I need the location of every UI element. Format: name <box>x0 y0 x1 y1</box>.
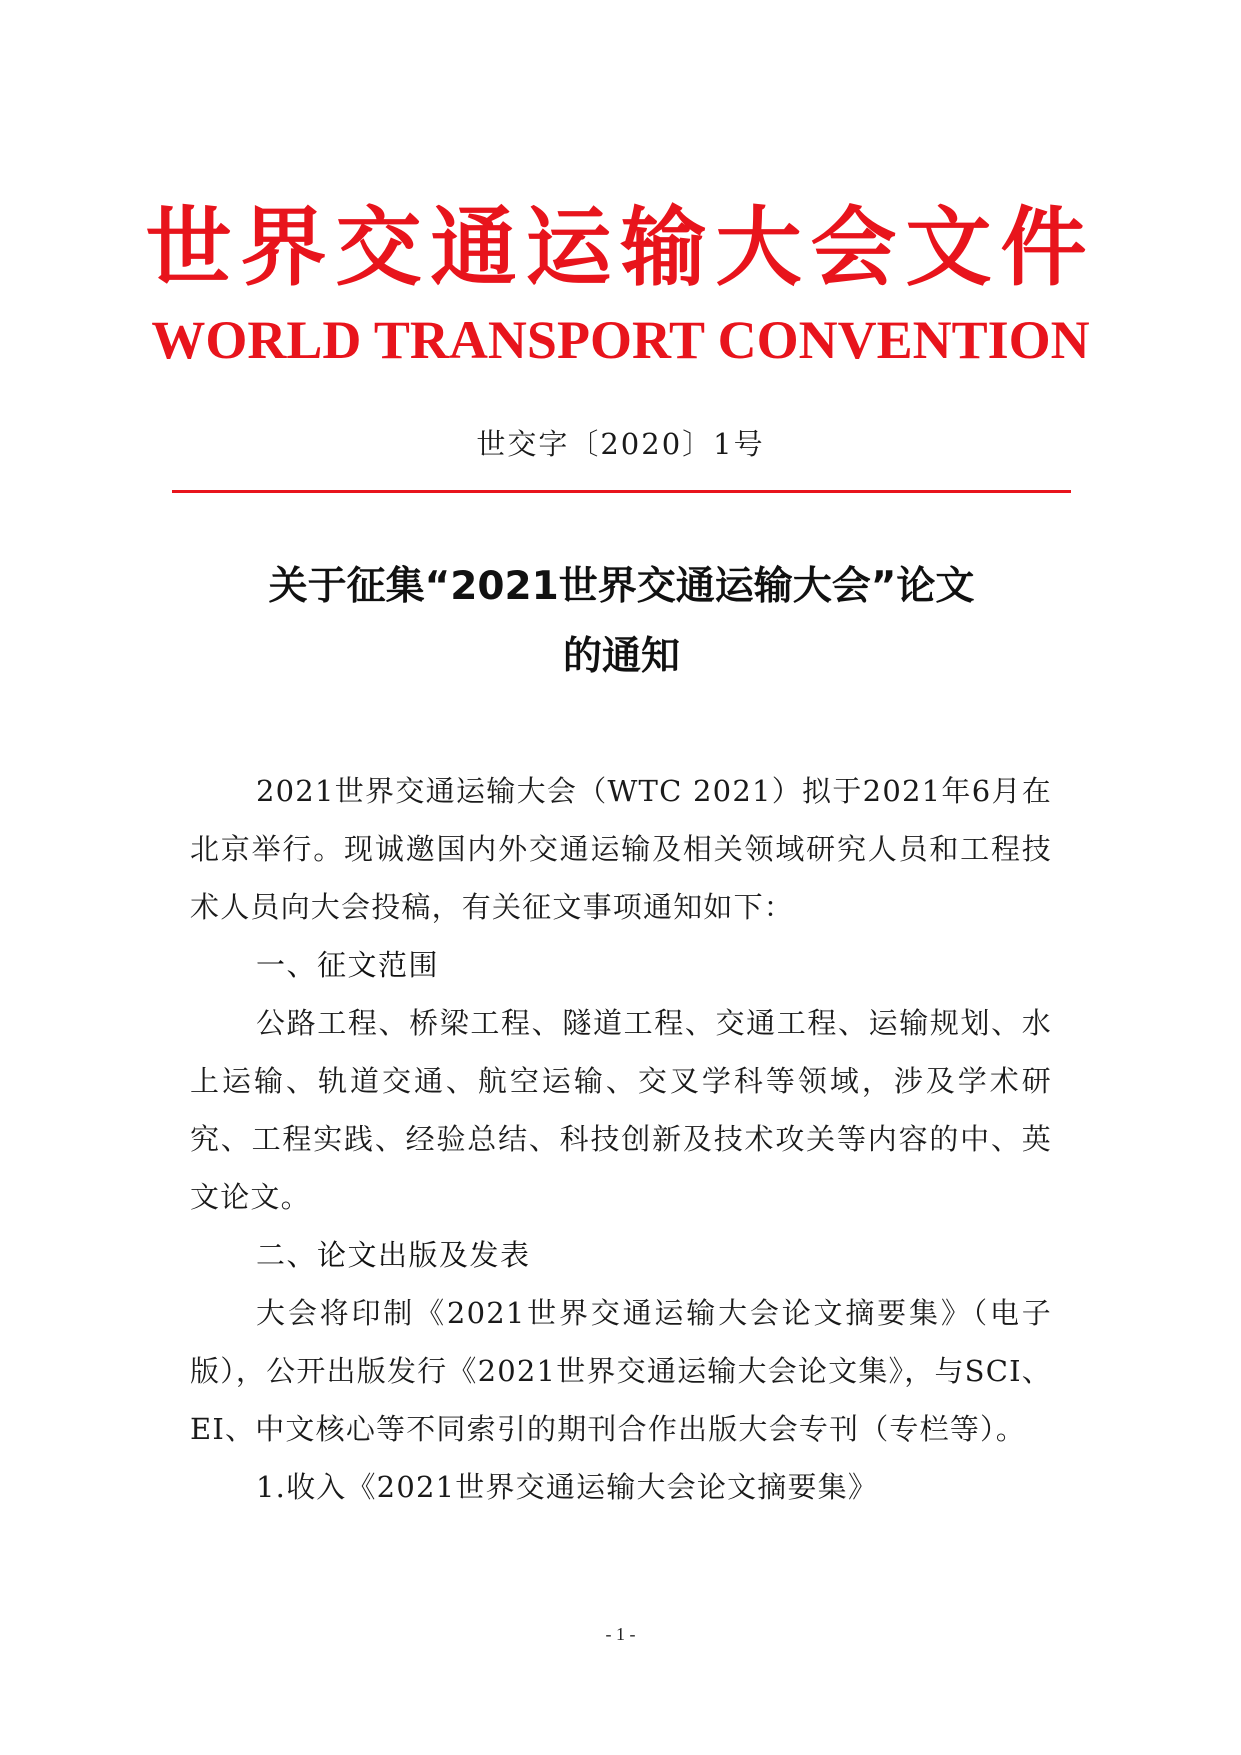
section-heading-scope: 一、征文范围 <box>256 948 440 982</box>
scope-paragraph: 公路工程、桥梁工程、隧道工程、交通工程、运输规划、水上运输、轨道交通、航空运输、交叉学科等领域，涉及学术研究、工程实践、经验总结、科技创新及技术攻关等内容的中、英文论文。 <box>190 1006 1052 1214</box>
page-number: - 1 - <box>605 1624 636 1644</box>
section-heading-publication: 二、论文出版及发表 <box>256 1238 531 1272</box>
notice-title <box>172 552 1071 692</box>
notice-title-line-1: 关于征集“2021世界交通运输大会”论文 <box>268 564 975 609</box>
item-1-paragraph: 1.收入《2021世界交通运输大会论文摘要集》 <box>256 1470 879 1504</box>
notice-body <box>190 762 1052 1516</box>
publication-paragraph: 大会将印制《2021世界交通运输大会论文摘要集》（电子版），公开出版发行《2021世界交通运输大会论文集》，与SCI、EI、中文核心等不同索引的期刊合作出版大会专刊（专栏等）。 <box>190 1296 1052 1446</box>
document-number: 世交字〔2020〕1号 <box>476 427 765 461</box>
document-header-english: WORLD TRANSPORT CONVENTION <box>151 310 1090 370</box>
intro-paragraph: 2021世界交通运输大会（WTC 2021）拟于2021年6月在北京举行。现诚邀国内外交通运输及相关领域研究人员和工程技术人员向大会投稿，有关征文事项通知如下： <box>190 774 1052 924</box>
document-header-chinese: 世界交通运输大会文件 <box>145 197 1096 298</box>
notice-title-line-2: 的通知 <box>562 634 680 679</box>
red-divider-line <box>172 490 1071 493</box>
